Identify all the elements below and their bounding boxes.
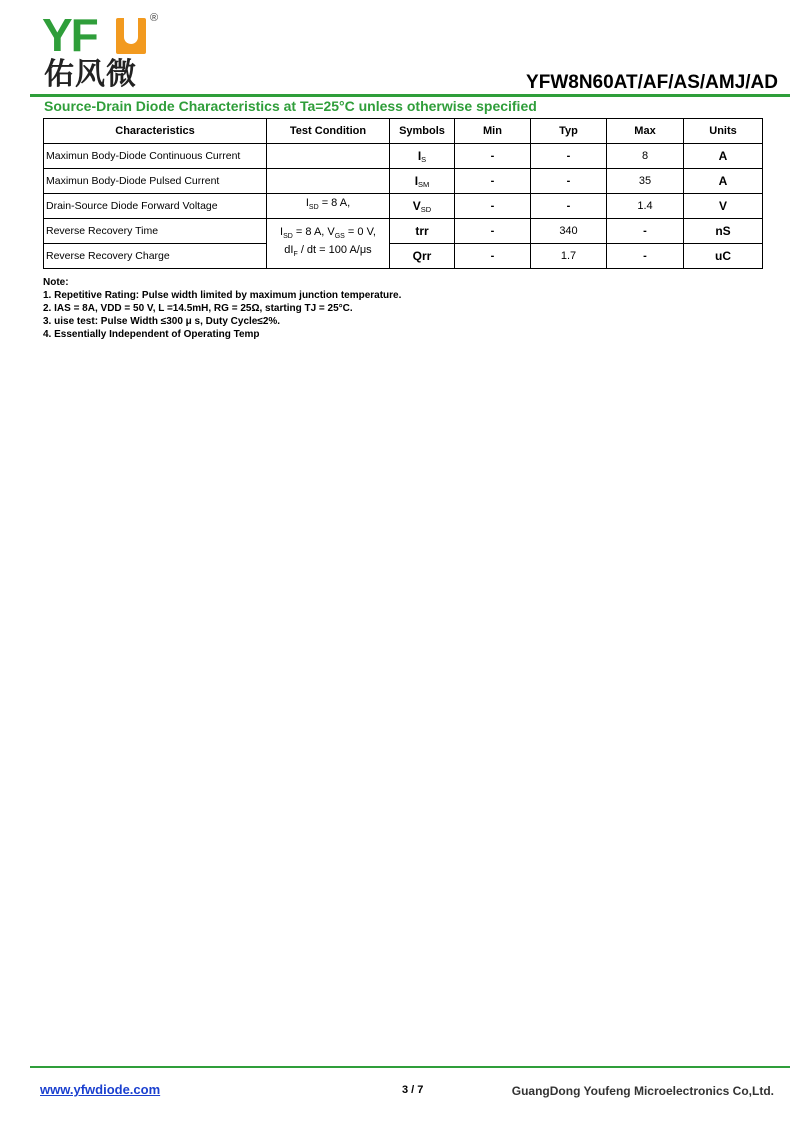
part-number: YFW8N60AT/AF/AS/AMJ/AD bbox=[526, 72, 778, 93]
table-row bbox=[44, 219, 763, 244]
characteristic-cell: Maximun Body-Diode Continuous Current bbox=[44, 144, 267, 169]
condition-line-1: $I_{SD} = 8$ A, $V_{GS} = 0$ V, bbox=[280, 226, 376, 241]
header-units: Units bbox=[684, 119, 763, 144]
max-cell: - bbox=[607, 219, 684, 244]
condition-line-2: $dI_F$ / dt = 100 A/μs bbox=[284, 243, 372, 258]
logo-letters: YF bbox=[42, 9, 97, 61]
characteristic-cell: Reverse Recovery Charge bbox=[44, 244, 267, 269]
header-symbols: Symbols bbox=[390, 119, 455, 144]
header-characteristics: Characteristics bbox=[44, 119, 267, 144]
company-name: GuangDong Youfeng Microelectronics Co,Ltd. bbox=[511, 1084, 774, 1098]
unit-cell: V bbox=[684, 194, 763, 219]
note-item: 3. uise test: Pulse Width ≤300 μ s, Duty Cycle≤2%. bbox=[43, 316, 281, 327]
characteristic-cell: Maximun Body-Diode Pulsed Current bbox=[44, 169, 267, 194]
company-logo bbox=[42, 9, 162, 94]
header-test-condition: Test Condition bbox=[267, 119, 390, 144]
typ-cell: 340 bbox=[531, 219, 607, 244]
symbol-cell: trr bbox=[390, 219, 455, 244]
characteristic-cell: Drain-Source Diode Forward Voltage bbox=[44, 194, 267, 219]
min-cell: - bbox=[455, 219, 531, 244]
typ-cell: - bbox=[531, 169, 607, 194]
table-row bbox=[44, 244, 763, 269]
diode-characteristics-table bbox=[43, 118, 763, 269]
characteristic-cell: Reverse Recovery Time bbox=[44, 219, 267, 244]
unit-cell: nS bbox=[684, 219, 763, 244]
unit-cell: A bbox=[684, 144, 763, 169]
unit-cell: A bbox=[684, 169, 763, 194]
note-item: 4. Essentially Independent of Operating Temp bbox=[43, 329, 260, 340]
typ-cell: 1.7 bbox=[531, 244, 607, 269]
min-cell: - bbox=[455, 169, 531, 194]
symbol-cell: ISM bbox=[390, 169, 455, 194]
footer-divider bbox=[30, 1066, 790, 1068]
max-cell: 8 bbox=[607, 144, 684, 169]
header-min: Min bbox=[455, 119, 531, 144]
registered-mark: ® bbox=[150, 12, 159, 24]
table-row bbox=[44, 169, 763, 194]
min-cell: - bbox=[455, 244, 531, 269]
section-title: Source-Drain Diode Characteristics at Ta=25°C unless otherwise specified bbox=[44, 98, 537, 114]
condition-cell bbox=[267, 144, 390, 169]
symbol-cell: VSD bbox=[390, 194, 455, 219]
table-header-row bbox=[44, 119, 763, 144]
max-cell: 35 bbox=[607, 169, 684, 194]
condition-cell: $I_{SD} = 8$ A, bbox=[267, 194, 390, 219]
note-item: 2. IAS = 8A, VDD = 50 V, L =14.5mH, RG = 25Ω, starting TJ = 25°C. bbox=[43, 303, 353, 314]
min-cell: - bbox=[455, 144, 531, 169]
notes-section bbox=[43, 276, 401, 341]
header-max: Max bbox=[607, 119, 684, 144]
page-number: 3 / 7 bbox=[402, 1084, 424, 1096]
table-row bbox=[44, 144, 763, 169]
header-divider bbox=[30, 94, 790, 97]
symbol-cell: Qrr bbox=[390, 244, 455, 269]
condition-cell bbox=[267, 169, 390, 194]
max-cell: 1.4 bbox=[607, 194, 684, 219]
condition-cell bbox=[267, 219, 390, 269]
typ-cell: - bbox=[531, 144, 607, 169]
website-link[interactable]: www.yfwdiode.com bbox=[40, 1082, 161, 1097]
typ-cell: - bbox=[531, 194, 607, 219]
logo-chinese-name: 佑风微 bbox=[44, 57, 137, 92]
notes-title: Note: bbox=[43, 277, 69, 288]
symbol-cell: IS bbox=[390, 144, 455, 169]
max-cell: - bbox=[607, 244, 684, 269]
logo-u-mark bbox=[116, 18, 146, 54]
header-typ: Typ bbox=[531, 119, 607, 144]
min-cell: - bbox=[455, 194, 531, 219]
unit-cell: uC bbox=[684, 244, 763, 269]
table-row bbox=[44, 194, 763, 219]
note-item: 1. Repetitive Rating: Pulse width limited by maximum junction temperature. bbox=[43, 290, 402, 301]
